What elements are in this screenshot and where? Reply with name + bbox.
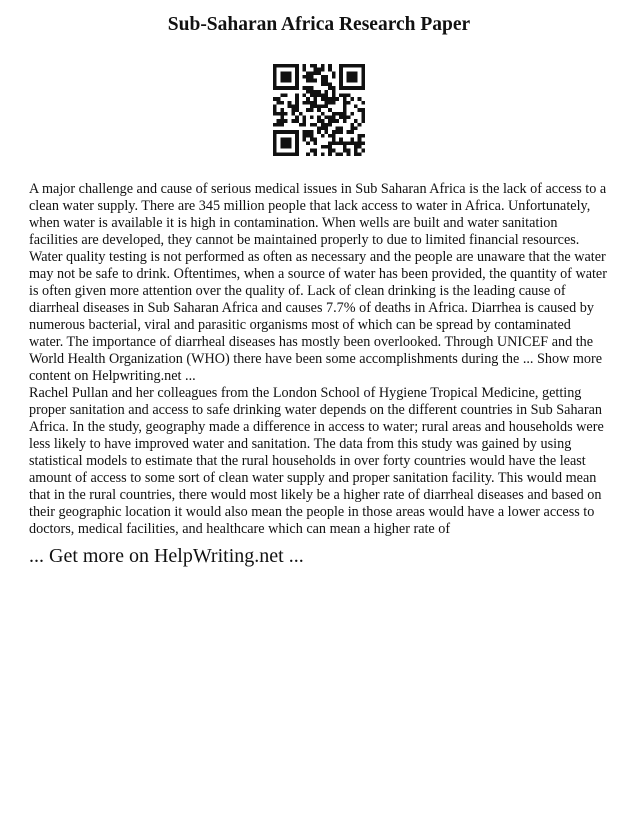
paragraph: A major challenge and cause of serious medical issues in Sub Saharan Africa is the lack of access to a clean water supply. There are 345 million people that lack access to water in Africa. Unfortunately, when water is available it is high in contamination. When wells are built and water sanitation facilities are developed, they cannot be maintained properly to due to limited financial resources. Water quality testing is not performed as often as necessary and the people are unaware that the water may not be safe to drink. Oftentimes, when a source of water has been provided, the quantity of water is often given more attention over the quality of. Lack of clean drinking is the leading cause of diarrheal diseases in Sub Saharan Africa and causes 7.7% of deaths in Africa. Diarrhea is caused by numerous bacterial, viral and parasitic organisms most of which can be spread by contaminated water. The importance of diarrheal diseases has mostly been overlooked. Through UNICEF and the World Health Organization (WHO) there have been some accomplishments during the ... Show more content on Helpwriting.net ... [29,181,607,384]
get-more-link[interactable]: ... Get more on HelpWriting.net ... [29,545,304,567]
article-body [29,181,607,538]
qr-code-icon [273,64,365,156]
page-title: Sub-Saharan Africa Research Paper [167,14,471,35]
paragraph: Rachel Pullan and her colleagues from the London School of Hygiene Tropical Medicine, getting proper sanitation and access to safe drinking water depends on the different countries in Sub Saharan Africa. In the study, geography made a difference in access to water; rural areas and households were less likely to have improved water and sanitation. The data from this study was gained by using statistical models to estimate that the rural households in over forty countries would have the least amount of access to some sort of clean water supply and proper sanitation facility. This would mean that in the rural countries, there would most likely be a higher rate of diarrheal diseases and based on their geographic location it would also mean the people in those areas would have a lower access to doctors, medical facilities, and healthcare which can mean a higher rate of [29,385,604,537]
